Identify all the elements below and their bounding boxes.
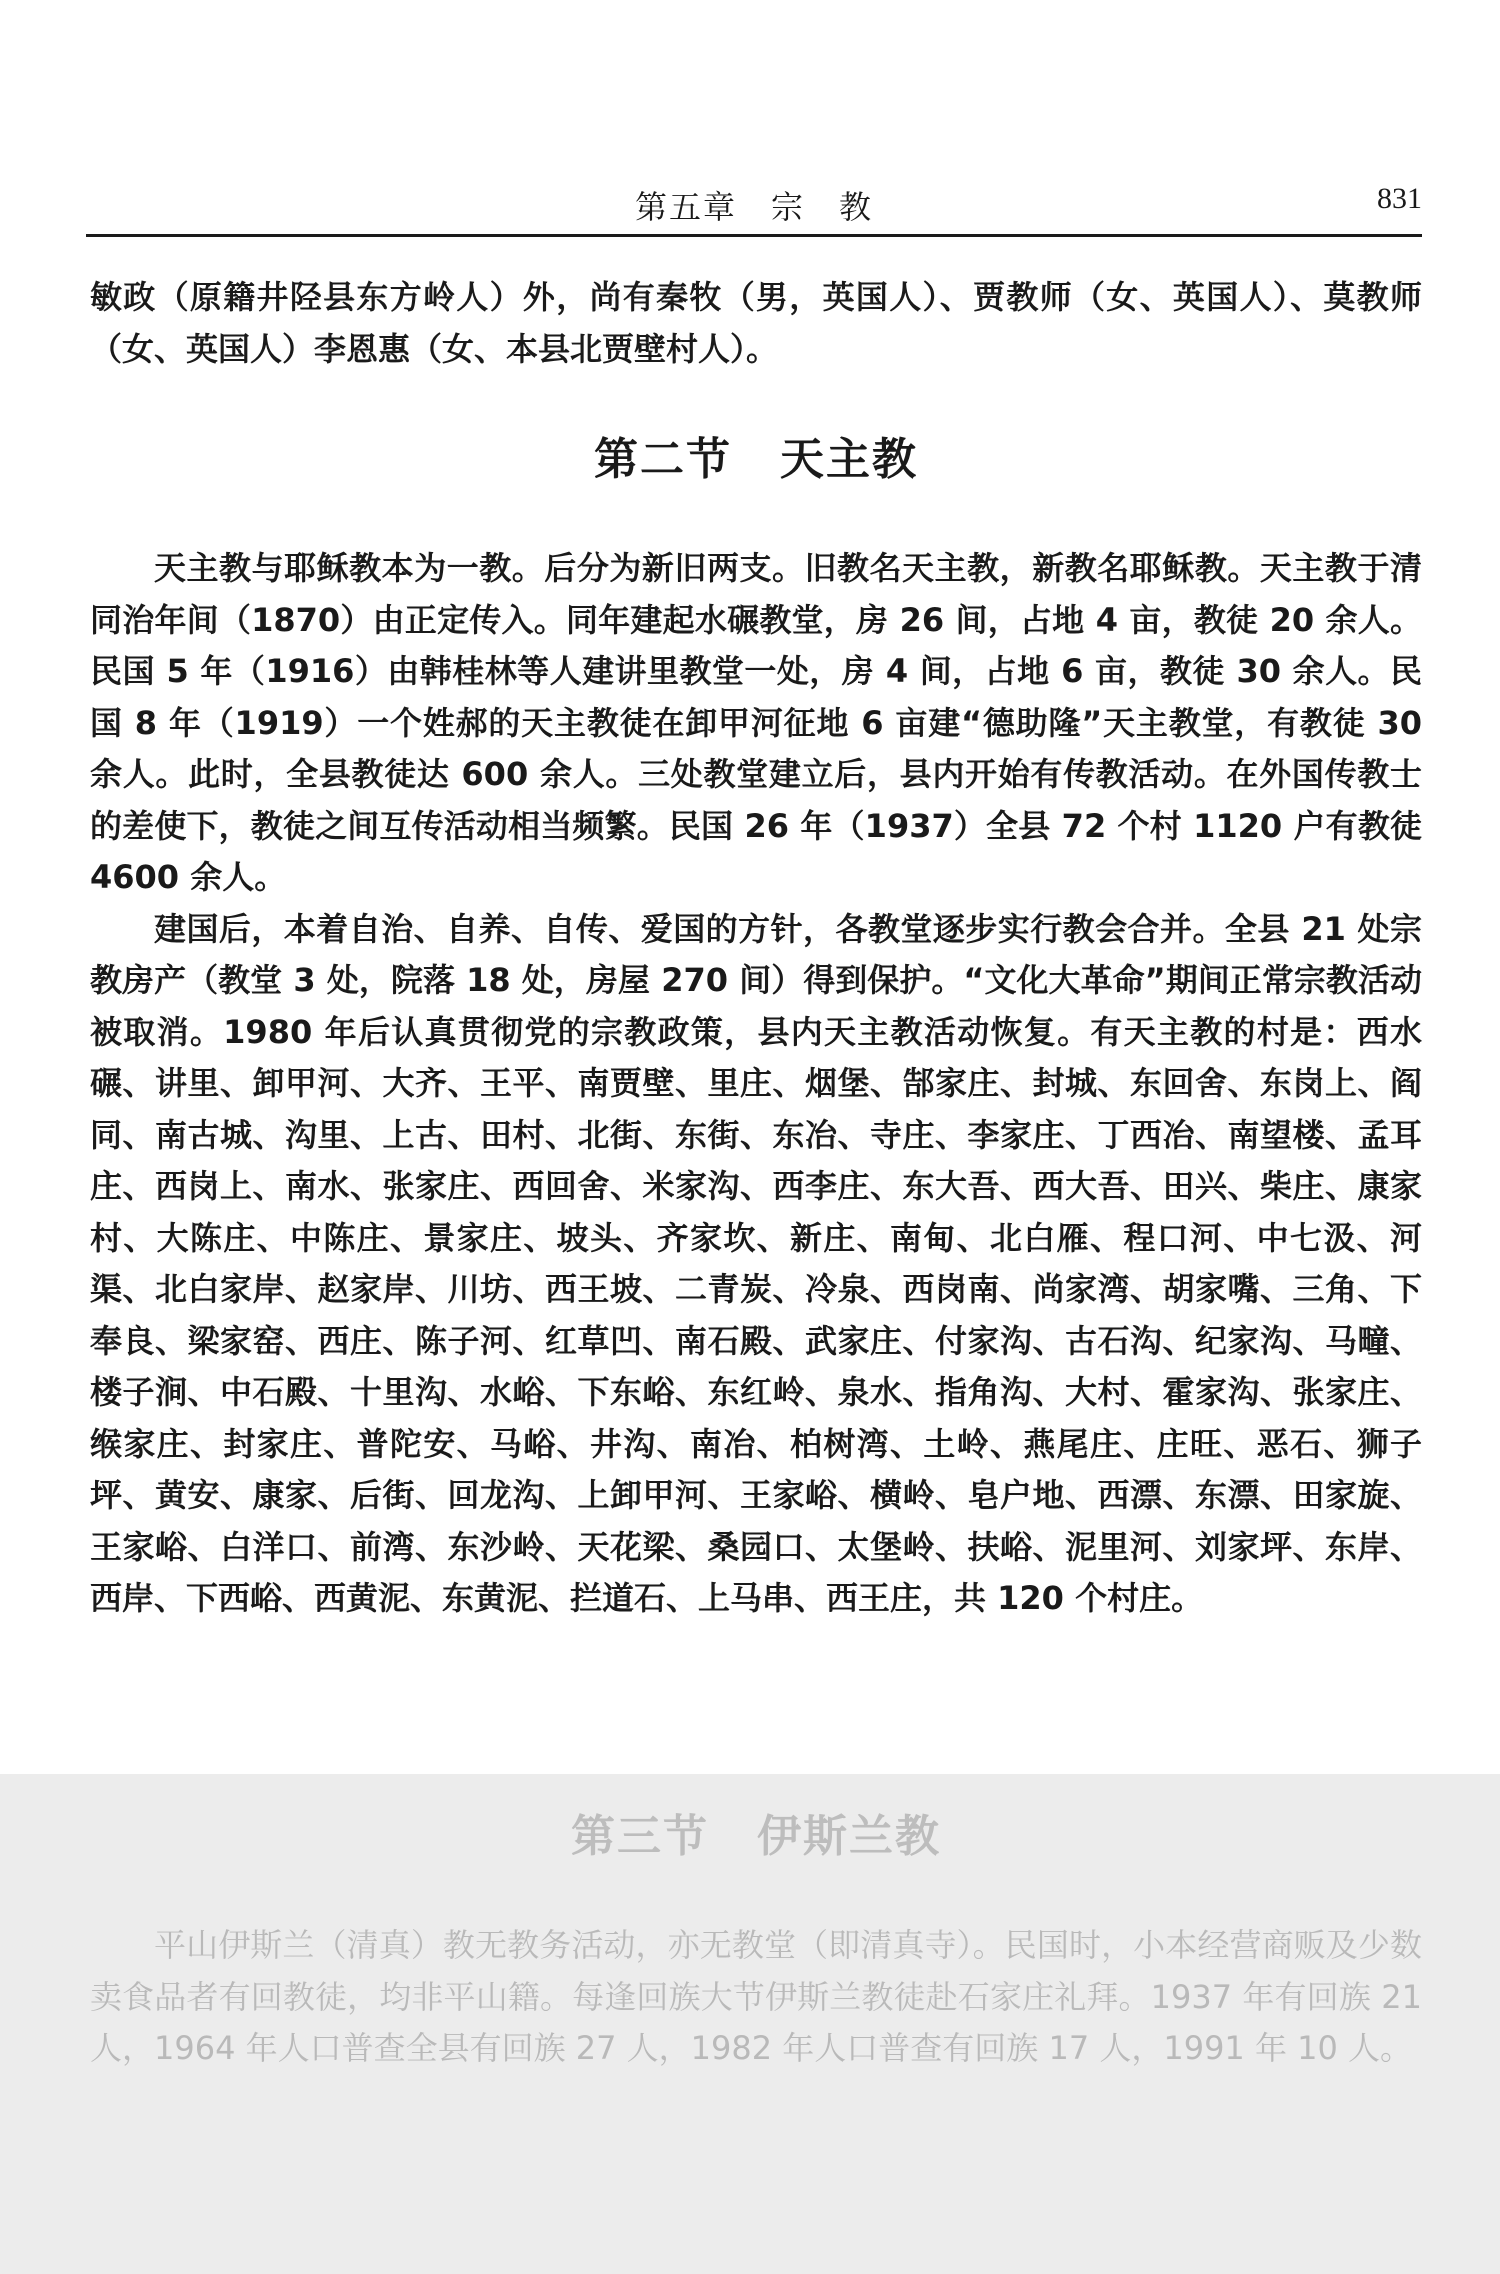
section-number: 第二节 xyxy=(594,434,732,485)
section-title-islam xyxy=(90,1800,1422,1864)
section-title-catholicism xyxy=(90,423,1422,487)
paragraph: 建国后，本着自治、自养、自传、爱国的方针，各教堂逐步实行教会合并。全县 21 处宗教房产（教堂 3 处，院落 18 处，房屋 270 间）得到保护。“文化大革命”期间正常宗教活动被取消。1980 年后认真贯彻党的宗教政策，县内天主教活动恢复。有天主教的村是：西水碾、讲里、卸甲河、大齐、王平、南贾壁、里庄、烟堡、郜家庄、封城、东回舍、东岗上、阎同、南古城、沟里、上古、田村、北街、东街、东冶、寺庄、李家庄、丁西冶、南望楼、孟耳庄、西岗上、南水、张家庄、西回舍、米家沟、西李庄、东大吾、西大吾、田兴、柴庄、康家村、大陈庄、中陈庄、景家庄、坡头、齐家坎、新庄、南甸、北白雁、程口河、中七汲、河渠、北白家岸、赵家岸、川坊、西王坡、二青炭、冷泉、西岗南、尚家湾、胡家嘴、三角、下奉良、梁家窑、西庄、陈子河、红草凹、南石殿、武家庄、付家沟、古石沟、纪家沟、马疃、楼子涧、中石殿、十里沟、水峪、下东峪、东红岭、泉水、指角沟、大村、霍家沟、张家庄、缑家庄、封家庄、普陀安、马峪、井沟、南冶、柏树湾、土岭、燕尾庄、庄旺、恶石、狮子坪、黄安、康家、后街、回龙沟、上卸甲河、王家峪、横岭、皂户地、西漂、东漂、田家旋、王家峪、白洋口、前湾、东沙岭、天花梁、桑园口、太堡岭、扶峪、泥里河、刘家坪、东岸、西岸、下西峪、西黄泥、东黄泥、拦道石、上马串、西王庄，共 120 个村庄。 xyxy=(90,909,1422,1617)
header-rule xyxy=(86,234,1422,237)
chapter-title: 第五章 宗 教 xyxy=(634,188,873,226)
section-number: 第三节 xyxy=(571,1811,709,1862)
section-name: 伊斯兰教 xyxy=(757,1811,941,1862)
faded-text xyxy=(90,1800,1422,2075)
running-header xyxy=(86,178,1422,230)
main-text xyxy=(90,272,1422,1625)
section-name: 天主教 xyxy=(780,434,918,485)
page-number: 831 xyxy=(1377,182,1422,215)
paragraph: 天主教与耶稣教本为一教。后分为新旧两支。旧教名天主教，新教名耶稣教。天主教于清同治年间（1870）由正定传入。同年建起水碾教堂，房 26 间，占地 4 亩，教徒 20 余人。民国 5 年（1916）由韩桂林等人建讲里教堂一处，房 4 间，占地 6 亩，教徒 30 余人。民国 8 年（1919）一个姓郝的天主教徒在卸甲河征地 6 亩建“德助隆”天主教堂，有教徒 30 余人。此时，全县教徒达 600 余人。三处教堂建立后，县内开始有传教活动。在外国传教士的差使下，教徒之间互传活动相当频繁。民国 26 年（1937）全县 72 个村 1120 户有教徒 4600 余人。 xyxy=(90,549,1422,896)
continuation-paragraph: 敏政（原籍井陉县东方岭人）外，尚有秦牧（男，英国人）、贾教师（女、英国人）、莫教师（女、英国人）李恩惠（女、本县北贾壁村人）。 xyxy=(90,278,1422,368)
paragraph: 平山伊斯兰（清真）教无教务活动，亦无教堂（即清真寺）。民国时，小本经营商贩及少数卖食品者有回教徒，均非平山籍。每逢回族大节伊斯兰教徒赴石家庄礼拜。1937 年有回族 21 人，1964 年人口普查全县有回族 27 人，1982 年人口普查有回族 17 人，1991 年 10 人。 xyxy=(90,1926,1422,2067)
